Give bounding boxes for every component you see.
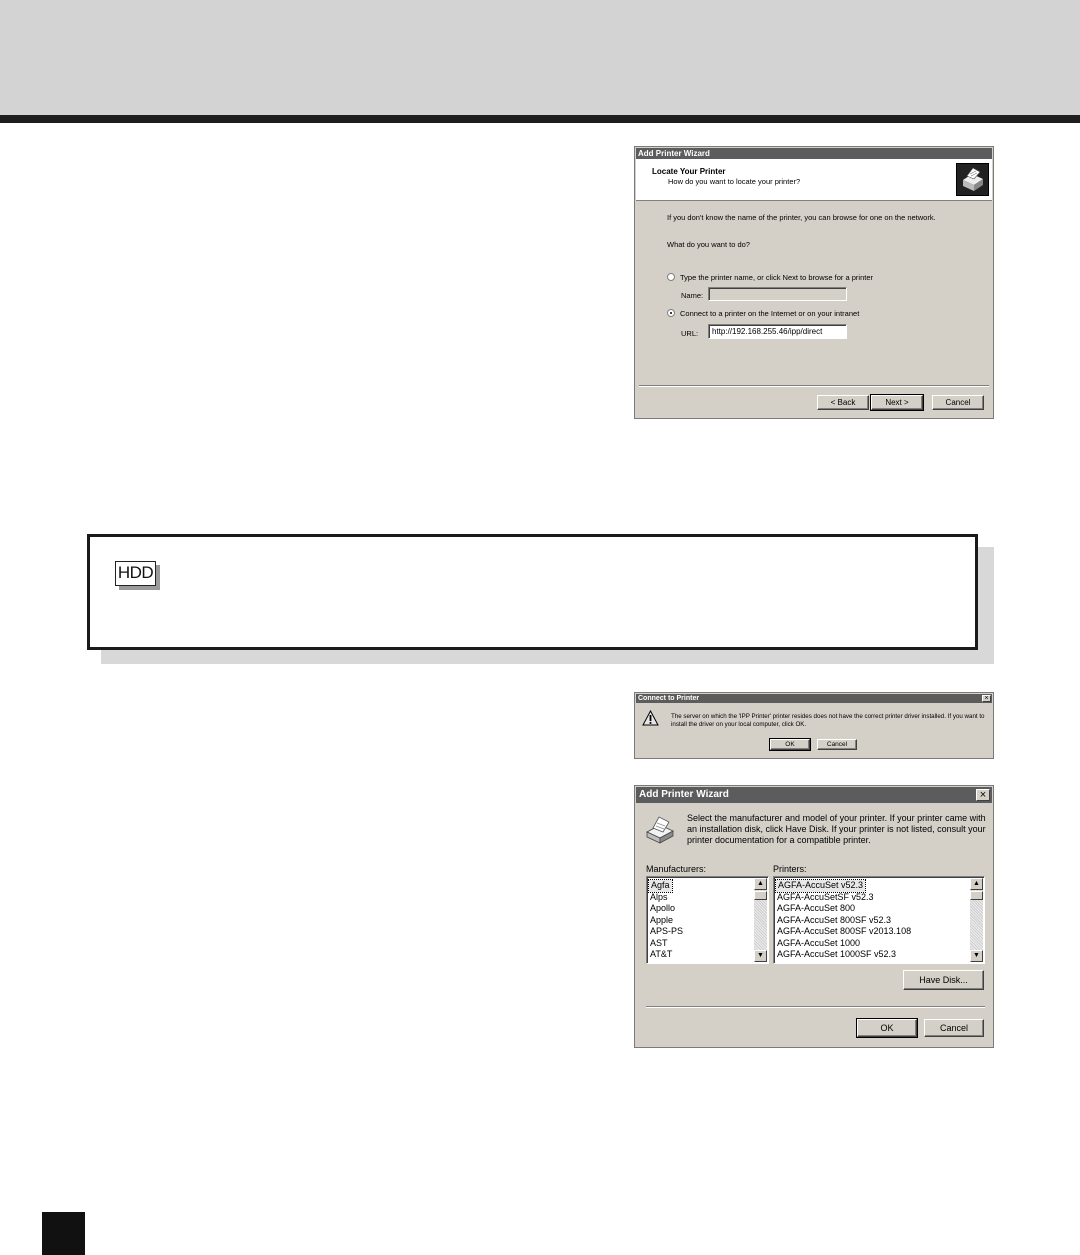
scroll-down-arrow-icon[interactable]: ▼ [970, 950, 983, 962]
printers-scrollbar[interactable] [970, 878, 983, 962]
hdd-badge [115, 561, 160, 590]
header-band [0, 0, 1080, 115]
notice-box [87, 534, 978, 650]
printer-wizard-icon [956, 163, 989, 196]
wizard-question-text: What do you want to do? [667, 240, 750, 249]
list-item[interactable]: AGFA-AccuSet 800 [777, 903, 856, 913]
wizard-intro-text: If you don't know the name of the printer, you can browse for one on the network. [667, 213, 936, 222]
dialog-title-bar [636, 787, 992, 803]
list-item[interactable]: AGFA-AccuSet 800SF v2013.108 [777, 926, 912, 936]
dialog-title: Add Printer Wizard [639, 789, 729, 800]
ok-button[interactable]: OK [770, 739, 810, 750]
manufacturers-scrollbar[interactable] [754, 878, 767, 962]
scroll-thumb[interactable] [754, 891, 767, 900]
scroll-up-arrow-icon[interactable]: ▲ [754, 878, 767, 890]
list-item[interactable]: Apollo [650, 903, 676, 913]
option-connect-url-label: Connect to a printer on the Internet or on your intranet [680, 309, 860, 318]
instruction-line3: printer documentation for a compatible printer. [687, 835, 871, 845]
instruction-line2: an installation disk, click Have Disk. If your printer is not listed, consult your [687, 824, 986, 834]
cancel-button[interactable]: Cancel [932, 395, 984, 410]
list-item[interactable]: APS-PS [650, 926, 684, 936]
printer-name-field[interactable] [708, 287, 847, 301]
connect-to-printer-dialog [634, 692, 994, 759]
cancel-button[interactable]: Cancel [924, 1019, 984, 1037]
instruction-line1: Select the manufacturer and model of your printer. If your printer came with [687, 813, 986, 823]
ok-button[interactable]: OK [857, 1019, 917, 1037]
list-item[interactable]: AGFA-AccuSet v52.3 [778, 880, 864, 890]
page-tab-marker [42, 1212, 85, 1255]
name-label: Name: [681, 291, 704, 300]
manufacturers-label: Manufacturers: [646, 864, 707, 874]
list-item[interactable]: AGFA-AccuSet 1000SF v52.3 [777, 949, 897, 959]
add-printer-wizard-locate-dialog [634, 146, 994, 419]
wizard-header [636, 159, 992, 201]
manufacturers-listbox[interactable] [646, 876, 769, 964]
list-item[interactable]: AGFA-AccuSet 1000 [777, 937, 861, 948]
list-item[interactable]: AT&T [650, 949, 673, 959]
list-item[interactable]: AGFA-AccuSet 800SF v52.3 [777, 914, 892, 925]
button-separator [646, 1006, 985, 1008]
scroll-up-arrow-icon[interactable]: ▲ [970, 878, 983, 890]
radio-type-printer-name[interactable] [667, 273, 675, 281]
option-type-name-label: Type the printer name, or click Next to browse for a printer [680, 273, 873, 282]
list-item[interactable]: AST [650, 937, 668, 948]
list-item[interactable]: AGFA-AccuSetSF v52.3 [777, 891, 874, 902]
printers-listbox[interactable] [773, 876, 985, 964]
printers-label: Printers: [773, 864, 807, 874]
cancel-button[interactable]: Cancel [817, 739, 857, 750]
wizard-subheading: How do you want to locate your printer? [668, 177, 801, 186]
next-button[interactable]: Next > [871, 395, 923, 410]
connect-message-line2: install the driver on your local computer, click OK. [671, 721, 807, 728]
button-separator [639, 385, 989, 387]
dialog-title-bar [636, 694, 992, 703]
scroll-down-arrow-icon[interactable]: ▼ [754, 950, 767, 962]
list-item[interactable]: Agfa [651, 880, 670, 890]
header-rule [0, 115, 1080, 123]
dialog-title: Add Printer Wizard [638, 149, 710, 158]
scroll-thumb[interactable] [970, 891, 983, 900]
have-disk-button[interactable]: Have Disk... [903, 970, 984, 990]
radio-connect-url[interactable] [667, 309, 675, 317]
back-button[interactable]: < Back [817, 395, 869, 410]
dialog-title-bar [636, 148, 992, 159]
url-label: URL: [681, 329, 699, 338]
list-item[interactable]: Alps [650, 891, 668, 902]
dialog-title: Connect to Printer [638, 695, 700, 702]
wizard-heading: Locate Your Printer [652, 167, 726, 176]
add-printer-wizard-driver-dialog [634, 785, 994, 1048]
close-icon[interactable]: × [976, 789, 990, 801]
list-item[interactable]: Apple [650, 914, 674, 925]
url-field[interactable]: http://192.168.255.46/ipp/direct [708, 324, 847, 339]
hdd-badge-label: HDD [115, 561, 156, 586]
close-icon[interactable]: × [982, 695, 991, 702]
connect-message-line1: The server on which the 'IPP Printer' printer resides does not have the correct printer driver installed. If you want to [671, 713, 985, 720]
printer-icon [644, 814, 676, 844]
warning-icon [642, 710, 659, 726]
